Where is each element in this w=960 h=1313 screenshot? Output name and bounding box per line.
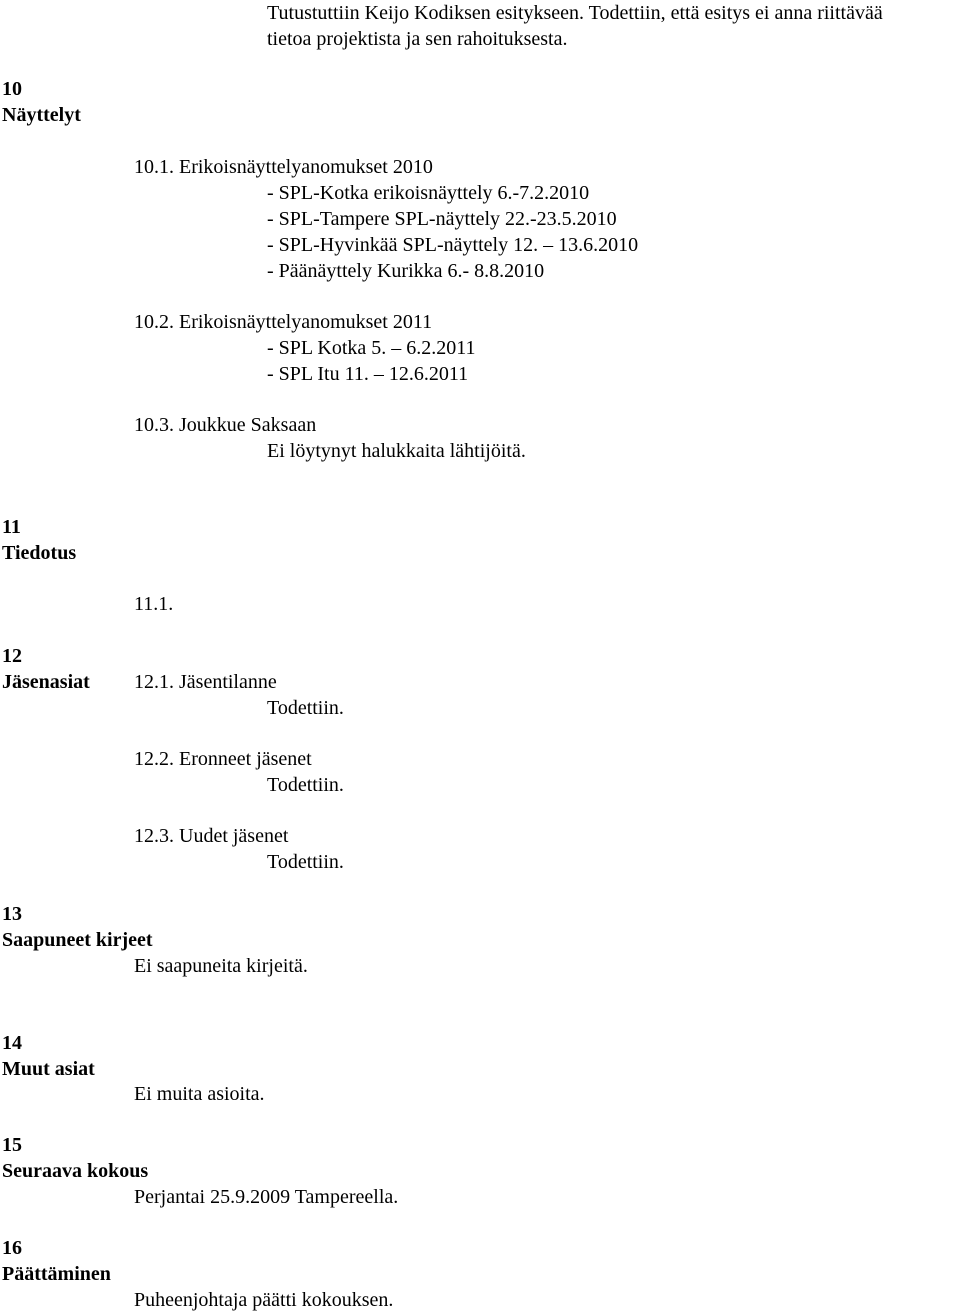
section-13-title: Saapuneet kirjeet [2,929,153,951]
section-12-title: Jäsenasiat [2,671,90,693]
section-14-number: 14 [2,1032,22,1054]
section-15-title: Seuraava kokous [2,1160,149,1182]
section-15-number: 15 [2,1134,22,1156]
section-14-title: Muut asiat [2,1058,95,1080]
list-item: - SPL Itu 11. – 12.6.2011 [267,363,469,385]
subsection-10-2-heading: 10.2. Erikoisnäyttelyanomukset 2011 [134,311,433,333]
section-16-title: Päättäminen [2,1263,111,1285]
section-13-number: 13 [2,903,22,925]
section-11-number: 11 [2,516,21,538]
section-13-text: Ei saapuneita kirjeitä. [134,955,308,977]
subsection-10-3-text: Ei löytynyt halukkaita lähtijöitä. [267,440,526,462]
section-10-number: 10 [2,78,22,100]
section-14-text: Ei muita asioita. [134,1083,265,1105]
section-11-title: Tiedotus [2,542,77,564]
subsection-12-1-text: Todettiin. [267,697,344,719]
subsection-10-1-heading: 10.1. Erikoisnäyttelyanomukset 2010 [134,156,433,178]
section-16-number: 16 [2,1237,22,1259]
section-12-number: 12 [2,645,22,667]
subsection-12-3-heading: 12.3. Uudet jäsenet [134,825,289,847]
list-item: - SPL-Hyvinkää SPL-näyttely 12. – 13.6.2010 [267,234,639,256]
subsection-10-3-heading: 10.3. Joukkue Saksaan [134,414,317,436]
subsection-12-2-heading: 12.2. Eronneet jäsenet [134,748,312,770]
subsection-12-3-text: Todettiin. [267,851,344,873]
list-item: - SPL Kotka 5. – 6.2.2011 [267,337,476,359]
section-16-text: Puheenjohtaja päätti kokouksen. [134,1289,394,1311]
intro-line-1: Tutustuttiin Keijo Kodiksen esitykseen. Todettiin, että esitys ei anna riittävää [267,2,883,24]
section-15-text: Perjantai 25.9.2009 Tampereella. [134,1186,399,1208]
subsection-12-2-text: Todettiin. [267,774,344,796]
section-10-title: Näyttelyt [2,104,81,126]
subsection-11-1-heading: 11.1. [134,593,174,615]
list-item: - SPL-Kotka erikoisnäyttely 6.-7.2.2010 [267,182,590,204]
list-item: - SPL-Tampere SPL-näyttely 22.-23.5.2010 [267,208,617,230]
list-item: - Päänäyttely Kurikka 6.- 8.8.2010 [267,260,545,282]
intro-line-2: tietoa projektista ja sen rahoituksesta. [267,28,568,50]
subsection-12-1-heading: 12.1. Jäsentilanne [134,671,277,693]
